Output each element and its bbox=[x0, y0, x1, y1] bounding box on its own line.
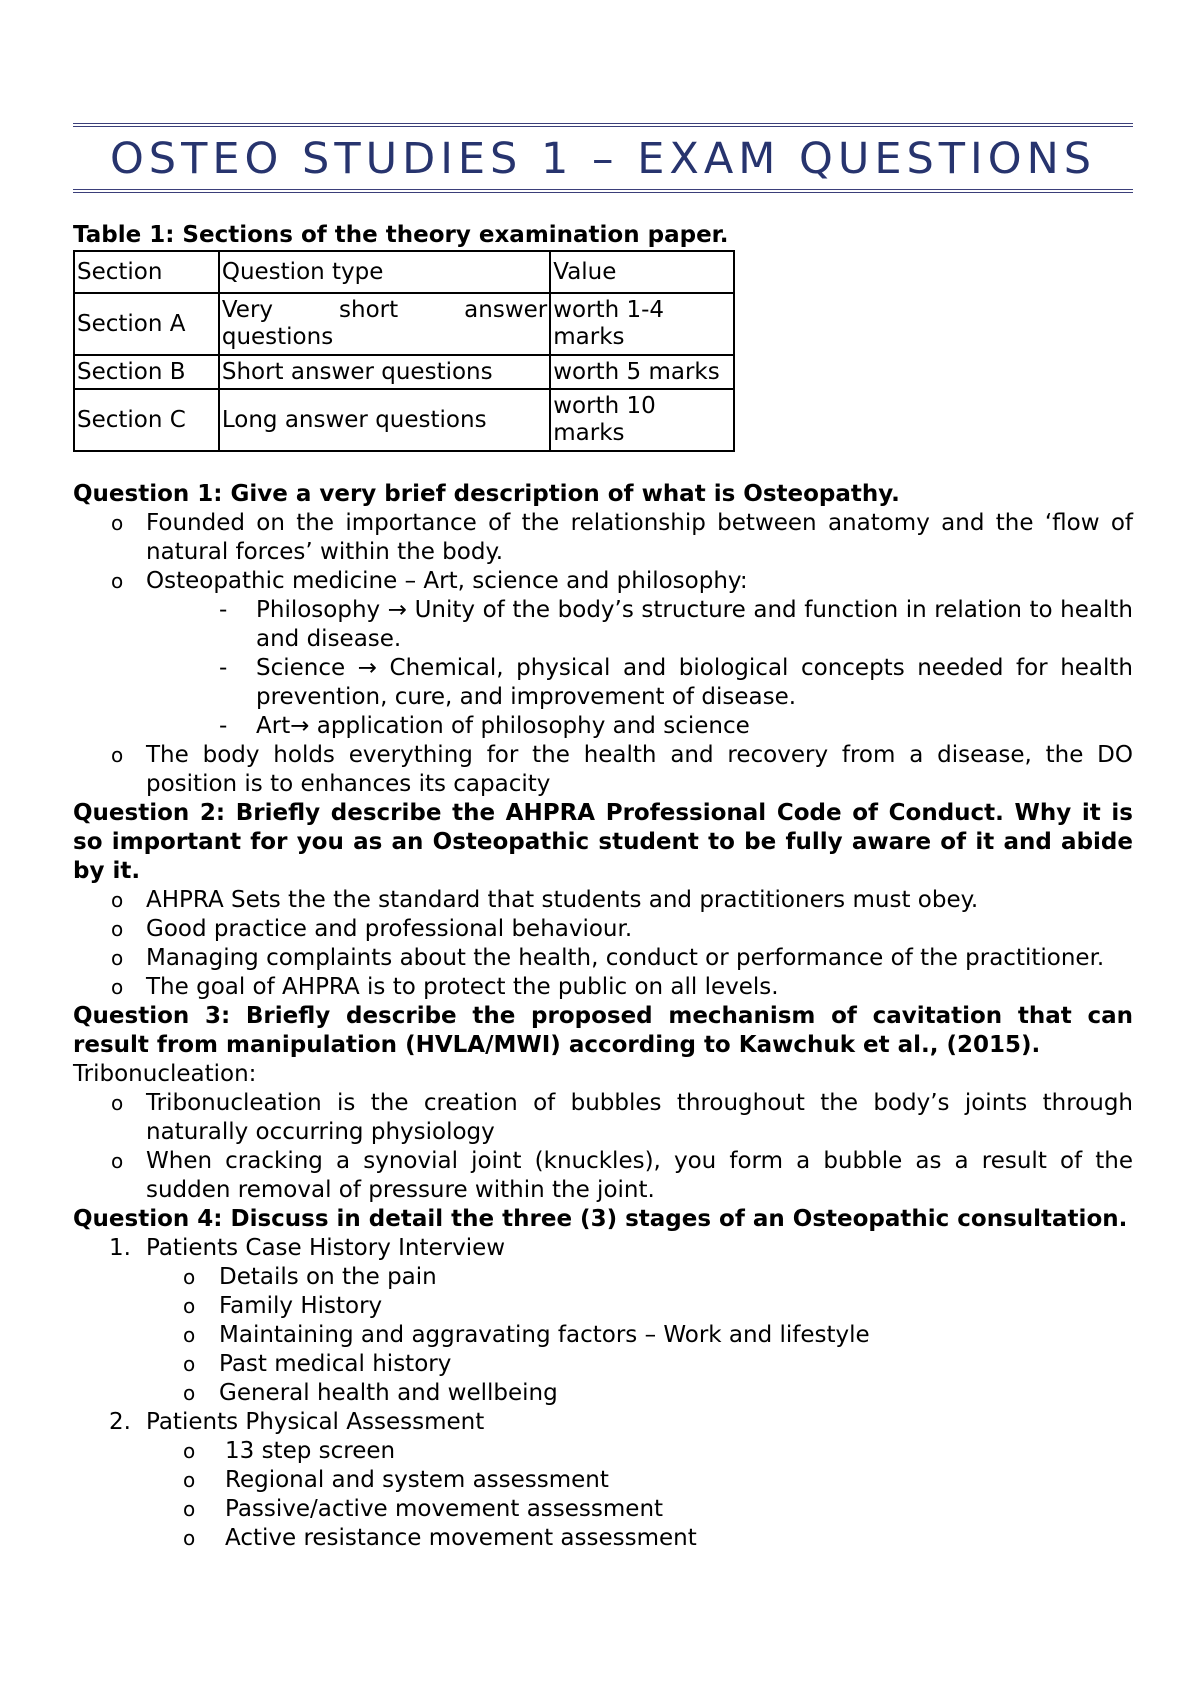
list-item: o The body holds everything for the health and recovery from a disease, the DO position is to enhances its capacity bbox=[111, 742, 1133, 797]
list-item: o AHPRA Sets the the standard that students and practitioners must obey. bbox=[111, 887, 979, 913]
circle-bullet-icon: o bbox=[111, 1091, 124, 1115]
table-caption: Table 1: Sections of the theory examination paper. bbox=[73, 222, 729, 248]
circle-bullet-icon: o bbox=[111, 975, 124, 999]
list-item: o Regional and system assessment bbox=[183, 1467, 609, 1493]
cell-type: Long answer questions bbox=[219, 389, 550, 451]
sections-table bbox=[73, 250, 735, 452]
circle-bullet-icon: o bbox=[111, 888, 124, 912]
question-2-heading: Question 2: Briefly describe the AHPRA Professional Code of Conduct. Why it is so important for you as an Osteopathic student to be fully aware of it and abide by it. bbox=[73, 800, 1133, 884]
list-item: o The goal of AHPRA is to protect the public on all levels. bbox=[111, 974, 779, 1000]
list-item: o Details on the pain bbox=[183, 1264, 437, 1290]
list-item: 2. Patients Physical Assessment bbox=[109, 1409, 485, 1435]
list-item: o Passive/active movement assessment bbox=[183, 1496, 664, 1522]
list-item: o Osteopathic medicine – Art, science and philosophy: bbox=[111, 568, 748, 594]
question-2-list bbox=[73, 886, 1133, 1002]
list-number: 2. bbox=[109, 1409, 131, 1435]
circle-bullet-icon: o bbox=[183, 1381, 196, 1405]
document-body bbox=[73, 480, 1133, 1553]
question-1-heading: Question 1: Give a very brief description of what is Osteopathy. bbox=[73, 481, 900, 507]
cell-value: worth 10 marks bbox=[550, 389, 734, 451]
circle-bullet-icon: o bbox=[183, 1265, 196, 1289]
circle-bullet-icon: o bbox=[183, 1294, 196, 1318]
list-item: 1. Patients Case History Interview bbox=[109, 1235, 506, 1261]
title-block bbox=[73, 123, 1133, 193]
cell-section: Section C bbox=[74, 389, 219, 451]
circle-bullet-icon: o bbox=[183, 1468, 196, 1492]
list-item: o Good practice and professional behaviour. bbox=[111, 916, 633, 942]
list-item: o When cracking a synovial joint (knuckles), you form a bubble as a result of the sudden removal of pressure within the joint. bbox=[111, 1148, 1133, 1203]
title-rule-top bbox=[73, 123, 1133, 127]
dash-bullet-icon: - bbox=[219, 597, 228, 623]
circle-bullet-icon: o bbox=[183, 1526, 196, 1550]
list-item: - Philosophy → Unity of the body’s structure and function in relation to health and disease. bbox=[219, 597, 1133, 652]
list-item: o Family History bbox=[183, 1293, 383, 1319]
table-row bbox=[74, 389, 734, 451]
cell-section: Section A bbox=[74, 293, 219, 355]
circle-bullet-icon: o bbox=[183, 1497, 196, 1521]
cell-value: worth 1-4 marks bbox=[550, 293, 734, 355]
list-item: - Science → Chemical, physical and biological concepts needed for health prevention, cure, and improvement of disease. bbox=[219, 655, 1133, 710]
circle-bullet-icon: o bbox=[111, 1149, 124, 1173]
circle-bullet-icon: o bbox=[111, 946, 124, 970]
circle-bullet-icon: o bbox=[183, 1439, 196, 1463]
list-item: o Past medical history bbox=[183, 1351, 452, 1377]
header-cell-value: Value bbox=[550, 251, 734, 293]
circle-bullet-icon: o bbox=[183, 1352, 196, 1376]
title-rule-bottom bbox=[73, 189, 1133, 193]
list-item: o Founded on the importance of the relationship between anatomy and the ‘flow of natural forces’ within the body. bbox=[111, 510, 1133, 565]
list-item: o 13 step screen bbox=[183, 1438, 396, 1464]
list-number: 1. bbox=[109, 1235, 131, 1261]
list-item: o Active resistance movement assessment bbox=[183, 1525, 697, 1551]
question-4-stages bbox=[73, 1234, 1133, 1263]
cell-type: Short answer questions bbox=[219, 355, 550, 389]
question-3-heading: Question 3: Briefly describe the proposed mechanism of cavitation that can result from manipulation (HVLA/MWI) according to Kawchuk et al., (2015). bbox=[73, 1003, 1133, 1058]
header-cell-type: Question type bbox=[219, 251, 550, 293]
circle-bullet-icon: o bbox=[111, 917, 124, 941]
header-cell-section: Section bbox=[74, 251, 219, 293]
page-title: OSTEO STUDIES 1 – EXAM QUESTIONS bbox=[109, 134, 1097, 184]
list-item: o Managing complaints about the health, conduct or performance of the practitioner. bbox=[111, 945, 1105, 971]
question-4-heading: Question 4: Discuss in detail the three (3) stages of an Osteopathic consultation. bbox=[73, 1206, 1128, 1232]
question-3-list bbox=[73, 1089, 1133, 1205]
cell-section: Section B bbox=[74, 355, 219, 389]
circle-bullet-icon: o bbox=[183, 1323, 196, 1347]
stage-1-items bbox=[73, 1263, 1133, 1408]
circle-bullet-icon: o bbox=[111, 569, 124, 593]
stage-2-items bbox=[73, 1437, 1133, 1553]
dash-bullet-icon: - bbox=[219, 655, 228, 681]
list-item: - Art→ application of philosophy and science bbox=[219, 713, 750, 739]
table-row bbox=[74, 293, 734, 355]
dash-bullet-icon: - bbox=[219, 713, 228, 739]
question-3-intro: Tribonucleation: bbox=[73, 1061, 257, 1087]
circle-bullet-icon: o bbox=[111, 511, 124, 535]
question-1-list-end bbox=[73, 741, 1133, 799]
question-4-stages-2 bbox=[73, 1408, 1133, 1437]
list-item: o Maintaining and aggravating factors – Work and lifestyle bbox=[183, 1322, 870, 1348]
question-1-sublist bbox=[73, 596, 1133, 741]
circle-bullet-icon: o bbox=[111, 743, 124, 767]
list-item: o General health and wellbeing bbox=[183, 1380, 558, 1406]
table-header-row bbox=[74, 251, 734, 293]
list-item: o Tribonucleation is the creation of bubbles throughout the body’s joints through naturally occurring physiology bbox=[111, 1090, 1133, 1145]
cell-value: worth 5 marks bbox=[550, 355, 734, 389]
question-1-list bbox=[73, 509, 1133, 596]
table-row bbox=[74, 355, 734, 389]
cell-type: Very short answer questions bbox=[219, 293, 550, 355]
